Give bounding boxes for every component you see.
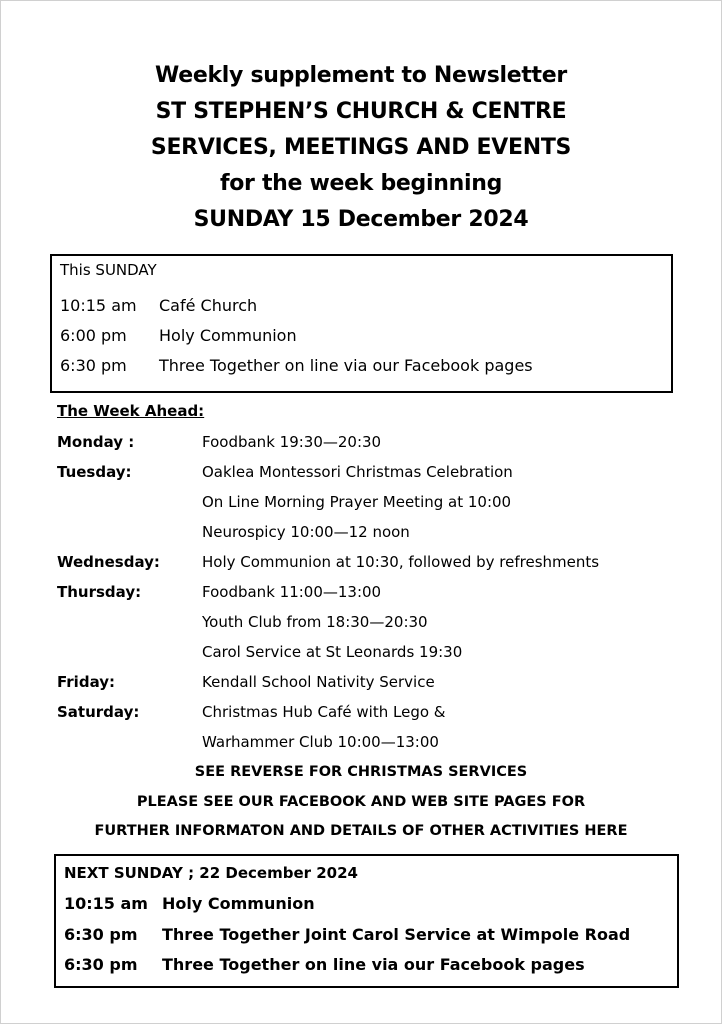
- service-desc: Three Together on line via our Facebook pages: [162, 955, 585, 974]
- service-time: 10:15 am: [60, 296, 137, 315]
- title-line: ST STEPHEN’S CHURCH & CENTRE: [155, 99, 567, 124]
- notice-line: PLEASE SEE OUR FACEBOOK AND WEB SITE PAGES FOR: [136, 794, 586, 810]
- service-time: 6:00 pm: [60, 326, 127, 345]
- service-time: 6:30 pm: [60, 356, 127, 375]
- newsletter-title: [0, 58, 722, 238]
- service-desc: Three Together Joint Carol Service at Wimpole Road: [162, 925, 631, 944]
- notice-line: SEE REVERSE FOR CHRISTMAS SERVICES: [194, 764, 528, 780]
- week-day: Friday:: [57, 673, 116, 691]
- service-desc: Holy Communion: [159, 326, 297, 345]
- service-time: 6:30 pm: [64, 955, 138, 974]
- next-sunday-heading: NEXT SUNDAY ; 22 December 2024: [64, 864, 358, 882]
- title-line: Weekly supplement to Newsletter: [155, 63, 567, 88]
- service-time: 6:30 pm: [64, 925, 138, 944]
- service-desc: Holy Communion: [162, 894, 315, 913]
- week-day: Thursday:: [57, 583, 142, 601]
- week-event: Warhammer Club 10:00—13:00: [202, 733, 439, 751]
- week-ahead-heading: The Week Ahead:: [57, 402, 205, 420]
- title-line: SERVICES, MEETINGS AND EVENTS: [150, 135, 572, 160]
- week-event: Foodbank 19:30—20:30: [202, 433, 382, 451]
- title-line: SUNDAY 15 December 2024: [193, 207, 529, 232]
- service-desc: Three Together on line via our Facebook pages: [159, 356, 533, 375]
- service-time: 10:15 am: [64, 894, 148, 913]
- week-event: Christmas Hub Café with Lego &: [202, 703, 446, 721]
- this-sunday-heading: This SUNDAY: [60, 261, 157, 279]
- week-day: Saturday:: [57, 703, 140, 721]
- week-event: Youth Club from 18:30—20:30: [202, 613, 428, 631]
- week-event: Carol Service at St Leonards 19:30: [202, 643, 463, 661]
- week-event: Oaklea Montessori Christmas Celebration: [202, 463, 513, 481]
- week-event: On Line Morning Prayer Meeting at 10:00: [202, 493, 512, 511]
- week-event: Neurospicy 10:00—12 noon: [202, 523, 410, 541]
- week-day: Monday :: [57, 433, 135, 451]
- week-day: Wednesday:: [57, 553, 160, 571]
- notice-line: FURTHER INFORMATON AND DETAILS OF OTHER ACTIVITIES HERE: [94, 823, 628, 839]
- week-event: Kendall School Nativity Service: [202, 673, 435, 691]
- this-sunday-box: [50, 254, 673, 393]
- week-day: Tuesday:: [57, 463, 132, 481]
- next-sunday-box: [54, 854, 679, 988]
- service-desc: Café Church: [159, 296, 258, 315]
- week-event: Holy Communion at 10:30, followed by refreshments: [202, 553, 600, 571]
- week-event: Foodbank 11:00—13:00: [202, 583, 382, 601]
- title-line: for the week beginning: [219, 171, 503, 196]
